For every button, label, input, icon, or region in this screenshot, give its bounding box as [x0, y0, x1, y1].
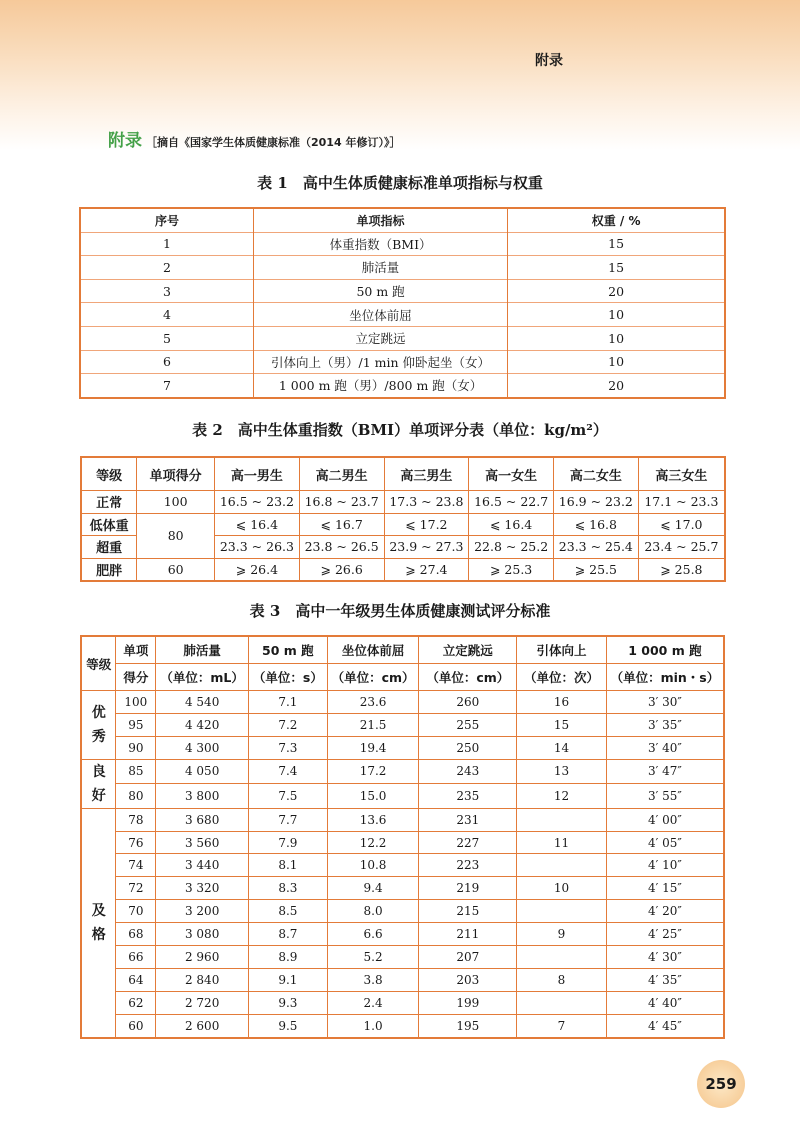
table3-cell: 8.1 — [249, 854, 328, 877]
table3-header-cell: （单位：cm） — [419, 664, 517, 691]
table3-cell: 3 320 — [156, 877, 249, 900]
table3-cell: 195 — [419, 1014, 517, 1037]
table3-cell: 62 — [116, 991, 156, 1014]
table3-cell — [517, 991, 607, 1014]
table2-header-cell: 高二女生 — [553, 457, 638, 491]
table3-cell: 2 840 — [156, 968, 249, 991]
table3-cell: 203 — [419, 968, 517, 991]
table2-value-cell: 23.3 ~ 25.4 — [553, 536, 638, 559]
table3-cell: 60 — [116, 1014, 156, 1037]
table1-cell: 肺活量 — [253, 256, 507, 280]
table2-value-cell: ⩽ 17.0 — [638, 513, 725, 536]
table1-cell: 7 — [80, 374, 253, 398]
table3-cell: 1.0 — [327, 1014, 419, 1037]
table3-cell: 100 — [116, 691, 156, 714]
table3-header-cell: 立定跳远 — [419, 636, 517, 664]
table3-cell: 80 — [116, 784, 156, 809]
table3-cell: 227 — [419, 831, 517, 854]
table3-row — [81, 877, 724, 900]
table3-cell: 3′ 40″ — [606, 736, 724, 759]
table3-cell: 4 540 — [156, 691, 249, 714]
table1-cell: 15 — [508, 256, 725, 280]
table2 — [80, 456, 726, 582]
table3-cell: 4′ 05″ — [606, 831, 724, 854]
table1-cell: 10 — [508, 350, 725, 374]
table3-cell: 4′ 35″ — [606, 968, 724, 991]
table3-cell: 12 — [517, 784, 607, 809]
table3-cell: 4′ 40″ — [606, 991, 724, 1014]
table3-cell: 2 720 — [156, 991, 249, 1014]
table3-cell: 90 — [116, 736, 156, 759]
table2-header-cell: 高一男生 — [215, 457, 300, 491]
table3-cell: 3 080 — [156, 923, 249, 946]
table3-cell: 231 — [419, 808, 517, 831]
table3-row — [81, 923, 724, 946]
table1-cell: 4 — [80, 303, 253, 327]
table3-header-cell: （单位：s） — [249, 664, 328, 691]
table1-cell: 10 — [508, 326, 725, 350]
table3-cell: 7.5 — [249, 784, 328, 809]
table3-header-cell: 引体向上 — [517, 636, 607, 664]
page-number: 259 — [697, 1060, 745, 1108]
table3-cell: 260 — [419, 691, 517, 714]
table1-row — [80, 374, 725, 398]
table3-cell: 8.3 — [249, 877, 328, 900]
table3-cell: 4′ 15″ — [606, 877, 724, 900]
table1-cell: 6 — [80, 350, 253, 374]
table2-value-cell: 17.1 ~ 23.3 — [638, 491, 725, 514]
table1-cell: 5 — [80, 326, 253, 350]
table3-cell: 17.2 — [327, 759, 419, 784]
table3-cell: 19.4 — [327, 736, 419, 759]
table1-header-cell: 序号 — [154, 213, 179, 228]
table2-header-cell: 单项得分 — [137, 457, 215, 491]
table3-cell — [517, 808, 607, 831]
table3-row — [81, 691, 724, 714]
table3-cell: 8.7 — [249, 923, 328, 946]
table3-cell: 74 — [116, 854, 156, 877]
table3-cell: 7.7 — [249, 808, 328, 831]
table2-value-cell: 23.9 ~ 27.3 — [384, 536, 469, 559]
table3-cell: 7.2 — [249, 713, 328, 736]
table2-score-cell: 100 — [137, 491, 215, 514]
table3-cell: 10 — [517, 877, 607, 900]
table3-cell: 3′ 35″ — [606, 713, 724, 736]
table3-cell: 3 200 — [156, 900, 249, 923]
table3-cell: 3′ 30″ — [606, 691, 724, 714]
table3-cell — [517, 900, 607, 923]
table2-value-cell: 23.4 ~ 25.7 — [638, 536, 725, 559]
table3-cell: 6.6 — [327, 923, 419, 946]
table3-cell: 4′ 45″ — [606, 1014, 724, 1037]
table3-cell: 8.0 — [327, 900, 419, 923]
table1-cell: 50 m 跑 — [253, 279, 507, 303]
table3-cell: 7.4 — [249, 759, 328, 784]
table3-cell: 235 — [419, 784, 517, 809]
table2-value-cell: ⩾ 26.4 — [215, 558, 300, 581]
table3-header-cell: 50 m 跑 — [249, 636, 328, 664]
table3-cell — [517, 946, 607, 969]
table3-cell: 3′ 55″ — [606, 784, 724, 809]
table1-cell: 10 — [508, 303, 725, 327]
table2-value-cell: 23.8 ~ 26.5 — [299, 536, 384, 559]
table2-value-cell: 16.5 ~ 23.2 — [215, 491, 300, 514]
running-header: 附录 — [535, 53, 563, 69]
table3-row — [81, 713, 724, 736]
table2-header-cell: 高二男生 — [299, 457, 384, 491]
table3-cell: 11 — [517, 831, 607, 854]
table3-cell: 85 — [116, 759, 156, 784]
table1-cell: 引体向上（男）/1 min 仰卧起坐（女） — [253, 350, 507, 374]
table1-cell: 体重指数（BMI） — [253, 232, 507, 256]
table3-row — [81, 946, 724, 969]
table3-header-cell: 等级 — [81, 636, 116, 691]
table2-value-cell: ⩽ 16.4 — [469, 513, 554, 536]
table3-cell: 4′ 30″ — [606, 946, 724, 969]
table2-value-cell: 22.8 ~ 25.2 — [469, 536, 554, 559]
table3-cell: 7.3 — [249, 736, 328, 759]
table3-row — [81, 736, 724, 759]
table3-cell: 3 800 — [156, 784, 249, 809]
table1-cell: 3 — [80, 279, 253, 303]
appendix-source: ［摘自《国家学生体质健康标准（2014 年修订）》］ — [146, 136, 401, 149]
table1-row — [80, 350, 725, 374]
table1-header-cell: 权重 / % — [508, 208, 725, 232]
table2-caption: 表 2 高中生体重指数（BMI）单项评分表（单位：kg/m²） — [192, 421, 608, 439]
table3-cell: 7.1 — [249, 691, 328, 714]
table1-row — [80, 232, 725, 256]
table3-cell: 2 960 — [156, 946, 249, 969]
table3-cell: 4′ 20″ — [606, 900, 724, 923]
table1-cell: 1 000 m 跑（男）/800 m 跑（女） — [253, 374, 507, 398]
table3-cell: 4′ 00″ — [606, 808, 724, 831]
table2-level-cell: 低体重 — [81, 513, 137, 536]
table3-header-cell: 得分 — [116, 664, 156, 691]
table3-row — [81, 808, 724, 831]
table3-cell: 219 — [419, 877, 517, 900]
table3-cell: 8 — [517, 968, 607, 991]
table3-cell: 4 300 — [156, 736, 249, 759]
table3-cell: 3.8 — [327, 968, 419, 991]
table3-cell: 9.1 — [249, 968, 328, 991]
table3-cell: 211 — [419, 923, 517, 946]
table3-cell: 243 — [419, 759, 517, 784]
table3-cell: 3 440 — [156, 854, 249, 877]
table3-cell: 250 — [419, 736, 517, 759]
table3-row — [81, 759, 724, 784]
table3 — [80, 635, 725, 1039]
table3-cell: 8.9 — [249, 946, 328, 969]
table2-value-cell: 16.9 ~ 23.2 — [553, 491, 638, 514]
table2-value-cell: 16.5 ~ 22.7 — [469, 491, 554, 514]
table1-cell: 坐位体前屈 — [253, 303, 507, 327]
table3-cell: 15.0 — [327, 784, 419, 809]
table2-score-cell: 60 — [137, 558, 215, 581]
table3-header-cell: 单项 — [116, 636, 156, 664]
table1-header-cell: 单项指标 — [253, 208, 507, 232]
table3-cell: 95 — [116, 713, 156, 736]
table1-cell: 2 — [80, 256, 253, 280]
table3-row — [81, 991, 724, 1014]
table1-cell: 20 — [508, 279, 725, 303]
table2-value-cell: 16.8 ~ 23.7 — [299, 491, 384, 514]
table1-cell: 1 — [80, 232, 253, 256]
table3-cell: 9.5 — [249, 1014, 328, 1037]
table1-row — [80, 279, 725, 303]
table3-cell: 66 — [116, 946, 156, 969]
table3-cell: 4 050 — [156, 759, 249, 784]
table3-cell: 70 — [116, 900, 156, 923]
table3-cell: 13.6 — [327, 808, 419, 831]
table3-cell: 3′ 47″ — [606, 759, 724, 784]
table2-row — [81, 491, 725, 514]
table1-cell: 20 — [508, 374, 725, 398]
table3-header-row — [81, 664, 724, 691]
table3-cell: 7 — [517, 1014, 607, 1037]
table3-cell: 23.6 — [327, 691, 419, 714]
table2-level-cell: 正常 — [81, 491, 137, 514]
table2-value-cell: ⩾ 27.4 — [384, 558, 469, 581]
table3-row — [81, 900, 724, 923]
table3-grade-cell: 优 秀 — [81, 691, 116, 760]
table2-value-cell: ⩾ 25.5 — [553, 558, 638, 581]
appendix-heading — [108, 126, 400, 151]
table3-cell: 223 — [419, 854, 517, 877]
table3-cell: 8.5 — [249, 900, 328, 923]
table2-value-cell: ⩾ 26.6 — [299, 558, 384, 581]
table2-value-cell: ⩽ 16.7 — [299, 513, 384, 536]
table3-cell: 255 — [419, 713, 517, 736]
table2-value-cell: ⩽ 16.8 — [553, 513, 638, 536]
table2-row — [81, 513, 725, 536]
table3-cell: 4′ 10″ — [606, 854, 724, 877]
table3-header-cell: （单位：min・s） — [606, 664, 724, 691]
table2-value-cell: 17.3 ~ 23.8 — [384, 491, 469, 514]
table2-value-cell: ⩾ 25.3 — [469, 558, 554, 581]
table3-cell: 3 560 — [156, 831, 249, 854]
table1-row — [80, 303, 725, 327]
table3-header-cell: 1 000 m 跑 — [606, 636, 724, 664]
table3-row — [81, 968, 724, 991]
table3-cell: 12.2 — [327, 831, 419, 854]
table3-cell: 9.3 — [249, 991, 328, 1014]
table3-row — [81, 854, 724, 877]
table3-cell — [517, 854, 607, 877]
table3-cell: 9 — [517, 923, 607, 946]
table3-cell: 215 — [419, 900, 517, 923]
table3-row — [81, 1014, 724, 1037]
appendix-title: 附录 — [108, 131, 142, 151]
table2-header-cell: 高三男生 — [384, 457, 469, 491]
table3-cell: 2 600 — [156, 1014, 249, 1037]
table2-level-cell: 超重 — [81, 536, 137, 559]
table2-header-row — [81, 457, 725, 491]
table3-header-cell: （单位：次） — [517, 664, 607, 691]
table3-cell: 199 — [419, 991, 517, 1014]
table1-cell: 立定跳远 — [253, 326, 507, 350]
table2-value-cell: ⩽ 17.2 — [384, 513, 469, 536]
table3-cell: 5.2 — [327, 946, 419, 969]
table1 — [79, 207, 726, 399]
table1-cell: 15 — [508, 232, 725, 256]
table3-header-row — [81, 636, 724, 664]
table3-cell: 3 680 — [156, 808, 249, 831]
table3-cell: 16 — [517, 691, 607, 714]
table3-header-cell: （单位：mL） — [156, 664, 249, 691]
table3-cell: 4 420 — [156, 713, 249, 736]
table3-cell: 72 — [116, 877, 156, 900]
table3-cell: 4′ 25″ — [606, 923, 724, 946]
table2-header-cell: 等级 — [81, 457, 137, 491]
table3-cell: 14 — [517, 736, 607, 759]
table2-value-cell: 23.3 ~ 26.3 — [215, 536, 300, 559]
table3-cell: 2.4 — [327, 991, 419, 1014]
table3-cell: 78 — [116, 808, 156, 831]
table1-caption: 表 1 高中生体质健康标准单项指标与权重 — [257, 174, 543, 192]
table2-value-cell: ⩾ 25.8 — [638, 558, 725, 581]
table3-cell: 9.4 — [327, 877, 419, 900]
table2-level-cell: 肥胖 — [81, 558, 137, 581]
table3-row — [81, 784, 724, 809]
table2-value-cell: ⩽ 16.4 — [215, 513, 300, 536]
table3-header-cell: 肺活量 — [156, 636, 249, 664]
table3-cell: 7.9 — [249, 831, 328, 854]
table3-row — [81, 831, 724, 854]
table3-cell: 207 — [419, 946, 517, 969]
table3-cell: 68 — [116, 923, 156, 946]
table3-header-cell: （单位：cm） — [327, 664, 419, 691]
table1-row — [80, 326, 725, 350]
table3-grade-cell: 及 格 — [81, 808, 116, 1037]
table3-cell: 15 — [517, 713, 607, 736]
table3-cell: 13 — [517, 759, 607, 784]
table2-score-cell: 80 — [137, 513, 215, 558]
table3-caption: 表 3 高中一年级男生体质健康测试评分标准 — [249, 602, 551, 620]
table3-header-cell: 坐位体前屈 — [327, 636, 419, 664]
table1-header-row — [80, 208, 725, 232]
table2-row — [81, 558, 725, 581]
table2-header-cell: 高一女生 — [469, 457, 554, 491]
table1-row — [80, 256, 725, 280]
table3-grade-cell: 良 好 — [81, 759, 116, 808]
table2-header-cell: 高三女生 — [638, 457, 725, 491]
table3-cell: 76 — [116, 831, 156, 854]
table3-cell: 21.5 — [327, 713, 419, 736]
table3-cell: 10.8 — [327, 854, 419, 877]
table3-cell: 64 — [116, 968, 156, 991]
